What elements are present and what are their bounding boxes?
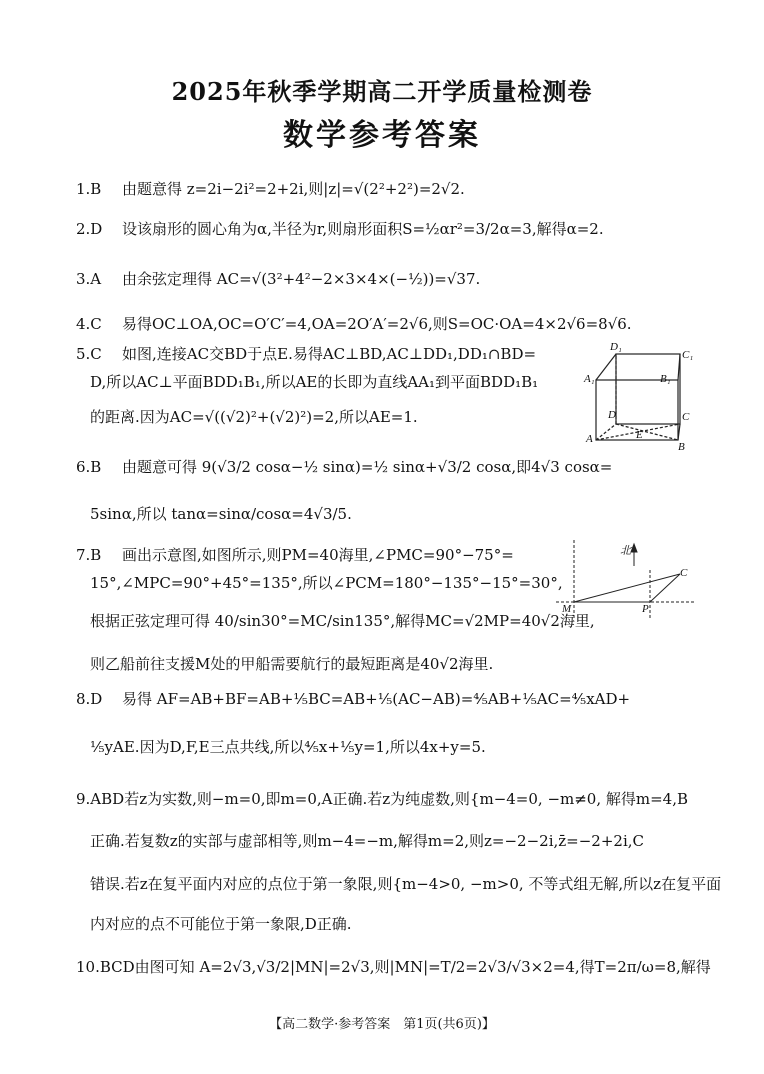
label-A: A (586, 433, 593, 445)
label-E: E (636, 429, 643, 441)
label-C: C (682, 411, 690, 423)
label-M: M (562, 603, 572, 615)
answer-7: 7.B 画出示意图,如图所示,则PM=40海里,∠PMC=90°−75°= (76, 546, 514, 564)
answer-5-line2: D,所以AC⊥平面BDD₁B₁,所以AE的长即为直线AA₁到平面BDD₁B₁ (90, 373, 539, 391)
answer-7-line4: 则乙船前往支援M处的甲船需要航行的最短距离是40√2海里. (90, 655, 494, 673)
answer-7-line2: 15°,∠MPC=90°+45°=135°,所以∠PCM=180°−135°−15°=30°, (90, 574, 563, 592)
label-B: B (678, 441, 685, 453)
label-B1: B₁ (660, 373, 671, 385)
label-D: D (608, 409, 616, 421)
answer-6-line2: 5sinα,所以 tanα=sinα/cosα=4√3/5. (90, 505, 352, 523)
answer-9-line3: 错误.若z在复平面内对应的点位于第一象限,则{m−4>0, −m>0, 不等式组无解,所以z在复平面 (90, 875, 722, 893)
answer-3: 3.A 由余弦定理得 AC=√(3²+4²−2×3×4×(−½))=√37. (76, 270, 481, 288)
label-A1: A₁ (584, 373, 595, 385)
label-D1: D₁ (610, 341, 622, 353)
answer-2: 2.D 设该扇形的圆心角为α,半径为r,则扇形面积S=½αr²=3/2α=3,解得α=2. (76, 220, 604, 238)
label-C1: C₁ (682, 349, 694, 361)
answer-9-line2: 正确.若复数z的实部与虚部相等,则m−4=−m,解得m=2,则z=−2−2i,z̄=−2+2i,C (90, 832, 645, 850)
answer-7-line3: 根据正弦定理可得 40/sin30°=MC/sin135°,解得MC=√2MP=40√2海里, (90, 612, 595, 630)
page-title: 2025年秋季学期高二开学质量检测卷 (171, 77, 593, 106)
figure-cuboid (580, 338, 700, 454)
answer-10: 10.BCD由图可知 A=2√3,√3/2|MN|=2√3,则|MN|=T/2=2√3/√3×2=4,得T=2π/ω=8,解得 (76, 958, 711, 976)
answer-8-line2: ⅕yAE.因为D,F,E三点共线,所以⅘x+⅕y=1,所以4x+y=5. (90, 738, 486, 756)
label-north: 北 (620, 545, 631, 557)
figure-navigation (556, 540, 696, 620)
answer-9: 9.ABD若z为实数,则−m=0,即m=0,A正确.若z为纯虚数,则{m−4=0, −m≠0, 解得m=4,B (76, 790, 689, 808)
page-subtitle: 数学参考答案 (283, 118, 481, 153)
answer-6: 6.B 由题意可得 9(√3/2 cosα−½ sinα)=½ sinα+√3/2 cosα,即4√3 cosα= (76, 458, 613, 476)
label-P: P (642, 603, 649, 615)
answer-1: 1.B 由题意得 z=2i−2i²=2+2i,则|z|=√(2²+2²)=2√2. (76, 180, 465, 198)
answer-4: 4.C 易得OC⊥OA,OC=O′C′=4,OA=2O′A′=2√6,则S=OC·OA=4×2√6=8√6. (76, 315, 632, 333)
answer-5: 5.C 如图,连接AC交BD于点E.易得AC⊥BD,AC⊥DD₁,DD₁∩BD= (76, 345, 537, 363)
answer-8: 8.D 易得 AF=AB+BF=AB+⅕BC=AB+⅕(AC−AB)=⅘AB+⅕AC=⅘xAD+ (76, 690, 631, 708)
answer-5-line3: 的距离.因为AC=√((√2)²+(√2)²)=2,所以AE=1. (90, 408, 418, 426)
answer-9-line4: 内对应的点不可能位于第一象限,D正确. (90, 915, 352, 933)
label-C-ship: C (680, 567, 688, 579)
page-footer: 【高二数学·参考答案 第1页(共6页)】 (269, 1017, 495, 1032)
